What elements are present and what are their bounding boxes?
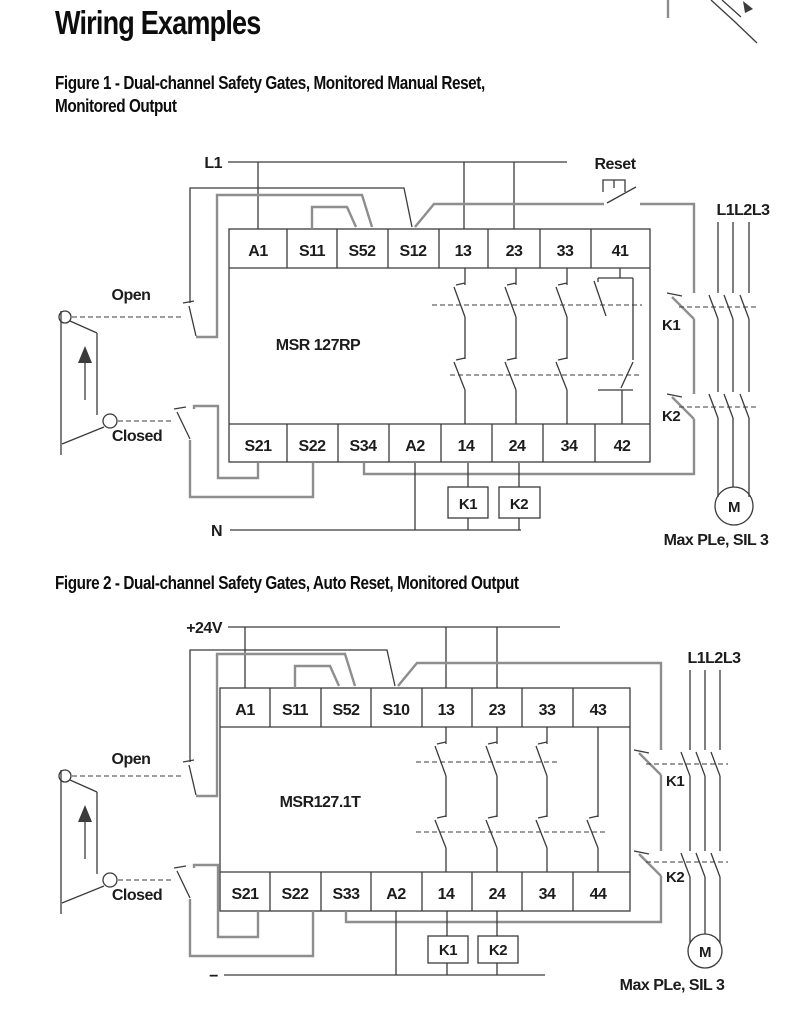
fig1-terminal-s21: S21 (244, 438, 272, 455)
fig2-terminal-s52: S52 (332, 702, 360, 719)
fig2-terminal-a1: A1 (235, 702, 255, 719)
fig2-k2-power-contacts (681, 853, 720, 877)
fig1-phase-leads-bottom (718, 418, 749, 497)
fig1-reset-label: Reset (594, 156, 636, 173)
cutoff-arrowhead-icon (743, 1, 753, 13)
fig2-open-switch-contact (183, 760, 196, 795)
fig2-k2-contactor-label: K2 (666, 869, 685, 886)
fig2-safety-rating-label: Max PLe, SIL 3 (619, 977, 725, 994)
fig2-three-phase-motor (620, 650, 741, 994)
fig2-gate-symbol (59, 751, 184, 914)
fig1-feedback-ticks (667, 293, 682, 397)
fig2-k2-coil-label: K2 (488, 942, 508, 959)
fig2-closed-switch-contact (174, 866, 190, 898)
fig1-relay-body (229, 229, 650, 462)
fig1-contact-link-dashes (432, 305, 642, 375)
figure2-diagram (0, 600, 789, 1015)
fig2-gate-hinge-bottom (103, 873, 117, 887)
fig2-power-link-dashes (646, 764, 728, 862)
figure1-caption-line2: Monitored Output (55, 96, 177, 116)
fig1-gate-switch-contacts (174, 301, 196, 439)
fig1-k1-feedback-contact (672, 297, 694, 319)
fig2-feedback-ticks (634, 750, 649, 854)
fig2-relay-body (220, 688, 630, 911)
fig1-supply-rail (204, 155, 567, 229)
fig1-k1-contactor-label: K1 (662, 317, 681, 334)
fig2-terminal-33: 33 (538, 702, 556, 719)
figure1-diagram (0, 140, 789, 560)
fig2-terminal-s22: S22 (281, 886, 309, 903)
fig2-closed-to-s22-wire (190, 899, 313, 956)
fig2-terminal-a2: A2 (386, 886, 406, 903)
fig2-terminal-24: 24 (488, 886, 506, 903)
fig1-open-switch-contact (183, 301, 196, 336)
fig2-motor-label: M (699, 944, 711, 961)
fig1-motor-label: M (728, 499, 740, 516)
fig1-phase-leads-mid (718, 319, 749, 392)
fig1-s12-to-reset-wire (415, 204, 604, 227)
fig1-reset-circuit (364, 156, 694, 474)
fig1-contact-23-24 (505, 268, 516, 424)
fig1-open-to-s52-wire (196, 195, 372, 337)
fig2-k1-contactor-label: K1 (666, 773, 685, 790)
cutoff-corner-art (0, 0, 789, 50)
fig2-terminal-s11: S11 (281, 702, 309, 719)
fig2-internal-contacts (416, 727, 606, 872)
fig1-aux-contact-41-42 (594, 268, 633, 424)
fig2-closed-label: Closed (111, 887, 163, 904)
fig1-contact-13-14 (454, 268, 465, 424)
fig1-supply-label: L1 (204, 155, 222, 172)
fig2-contact-43-44 (587, 727, 598, 872)
fig2-terminal-44: 44 (589, 886, 607, 903)
fig1-gate-door (62, 321, 104, 444)
fig1-reset-blade (607, 187, 636, 203)
fig1-terminal-41: 41 (611, 243, 629, 260)
fig1-gate-hinge-bottom (103, 414, 117, 428)
fig1-gate-arrow-icon (78, 346, 92, 363)
fig2-relay-model-label: MSR127.1T (279, 794, 361, 811)
fig1-terminal-34: 34 (560, 438, 578, 455)
fig1-terminal-a1: A1 (248, 243, 268, 260)
fig2-terminal-14: 14 (437, 886, 455, 903)
page-title: Wiring Examples (55, 4, 261, 41)
fig2-phase-leads-top (690, 670, 720, 750)
fig2-terminal-s33: S33 (332, 886, 360, 903)
figure1-caption (55, 72, 485, 118)
fig1-terminal-a2: A2 (405, 438, 425, 455)
figure2-caption: Figure 2 - Dual-channel Safety Gates, Auto Reset, Monitored Output (55, 573, 519, 593)
fig1-reset-button-icon (603, 180, 625, 192)
fig2-negative-label: − (209, 968, 218, 985)
fig2-terminal-s21: S21 (231, 886, 259, 903)
fig1-closed-label: Closed (111, 428, 163, 445)
fig1-terminal-24: 24 (508, 438, 526, 455)
fig1-terminal-s12: S12 (399, 243, 427, 260)
fig1-terminal-14: 14 (457, 438, 475, 455)
fig2-gate-door (62, 780, 104, 903)
fig2-s11-s52-jumper (295, 666, 339, 688)
fig1-relay-model-label: MSR 127RP (275, 337, 361, 354)
fig1-bottom-terminal-dividers (287, 424, 595, 462)
fig2-contact-13-14 (435, 727, 446, 872)
fig1-phase-leads-top (718, 222, 749, 293)
fig1-terminal-13: 13 (454, 243, 472, 260)
fig1-three-phase-motor (664, 202, 770, 549)
figure1-caption-line1: Figure 1 - Dual-channel Safety Gates, Monitored Manual Reset, (55, 73, 485, 93)
fig1-contact-33-34 (556, 268, 567, 424)
fig2-gate-arrow-icon (78, 805, 92, 822)
fig1-internal-contacts (432, 268, 642, 424)
cutoff-contact-lines (711, 0, 757, 43)
fig2-phase-leads-mid (690, 776, 720, 851)
fig1-gate-link-dashes (72, 317, 184, 421)
fig2-terminal-43: 43 (589, 702, 607, 719)
fig1-open-label: Open (111, 287, 151, 304)
fig2-contact-33-34 (536, 727, 547, 872)
fig2-gate-switch-contacts (174, 760, 196, 898)
fig1-terminal-s52: S52 (348, 243, 376, 260)
fig1-gate-symbol (59, 287, 184, 455)
fig2-bottom-terminal-dividers (270, 872, 573, 911)
fig1-top-terminal-dividers (287, 229, 591, 268)
fig2-phase-leads-bottom (690, 877, 720, 943)
fig2-terminal-23: 23 (488, 702, 506, 719)
fig2-terminal-34: 34 (538, 886, 556, 903)
fig1-reset-to-feedback-wire (640, 204, 694, 293)
fig1-closed-switch-contact (174, 407, 190, 439)
fig2-k1-coil-label: K1 (438, 942, 458, 959)
fig1-neutral-label: N (210, 523, 222, 540)
fig2-contact-23-24 (486, 727, 497, 872)
fig1-three-phase-label: L1L2L3 (716, 202, 770, 219)
fig1-terminal-42: 42 (613, 438, 631, 455)
fig1-k2-power-contacts (709, 394, 749, 418)
fig1-safety-rating-label: Max PLe, SIL 3 (663, 532, 769, 549)
fig1-k2-coil-label: K2 (509, 496, 529, 513)
fig2-terminal-13: 13 (437, 702, 455, 719)
fig1-k1-coil-label: K1 (458, 496, 478, 513)
fig2-open-label: Open (111, 751, 151, 768)
fig1-terminal-s11: S11 (298, 243, 326, 260)
fig2-gate-link-dashes (72, 776, 184, 880)
fig2-supply-label: +24V (186, 620, 222, 637)
fig1-terminal-23: 23 (505, 243, 523, 260)
fig1-terminal-33: 33 (556, 243, 574, 260)
fig1-k2-contactor-label: K2 (662, 408, 681, 425)
fig2-terminal-s10: S10 (382, 702, 410, 719)
fig2-top-terminal-dividers (270, 688, 573, 727)
fig2-k2-feedback-contact (639, 854, 661, 876)
fig1-s11-s52-jumper (312, 207, 356, 229)
fig1-terminal-s22: S22 (298, 438, 326, 455)
fig2-three-phase-label: L1L2L3 (687, 650, 741, 667)
fig1-terminal-s34: S34 (349, 438, 377, 455)
